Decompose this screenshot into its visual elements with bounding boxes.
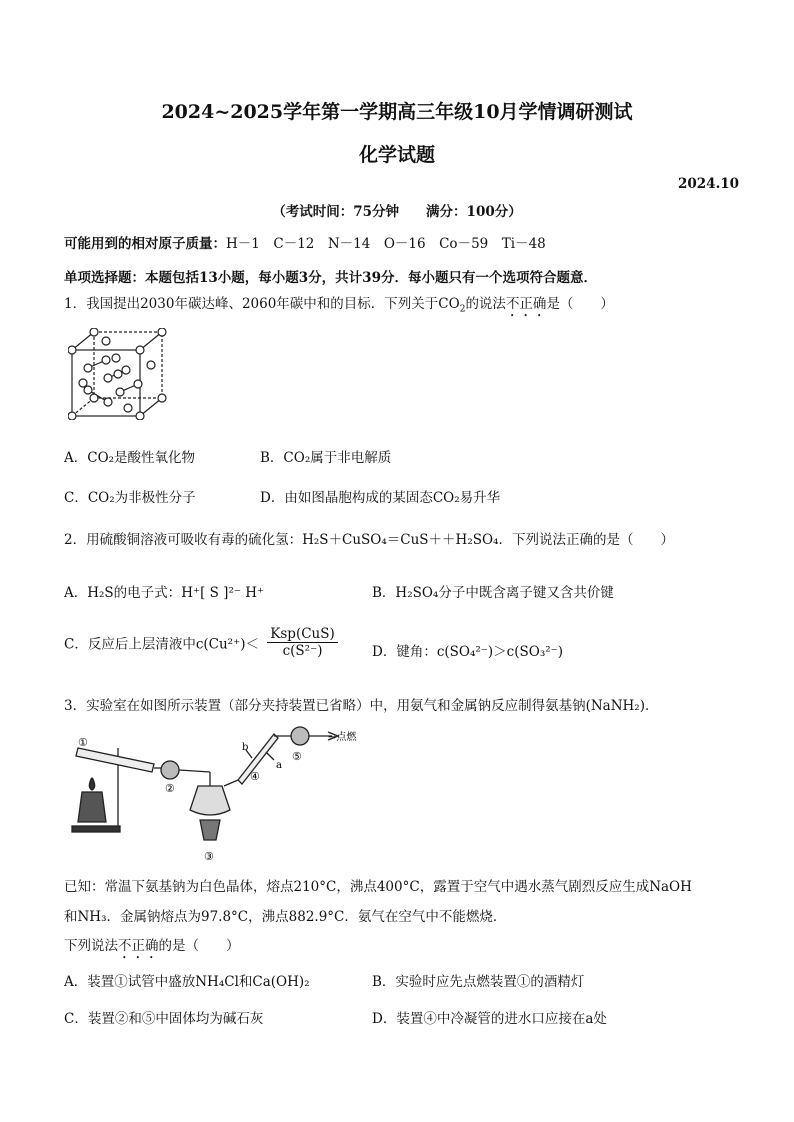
subject-title: 化学试题 [358, 144, 435, 166]
apparatus-figure [70, 722, 370, 864]
q3-option-a[interactable]: A．装置①试管中盛放NH₄Cl和Ca(OH)₂ [64, 974, 310, 990]
fig-label-a: a [276, 760, 282, 771]
q2-option-c[interactable] [64, 626, 338, 659]
q1-stem-text-b: 的说法 [465, 296, 506, 312]
q3-ask-text-b: 的是（ ） [158, 938, 240, 954]
fig-label-1: ① [78, 736, 88, 749]
q2-c-text: C．反应后上层清液中c(Cu²⁺)＜ [64, 636, 259, 653]
exam-info: （考试时间：75分钟 满分：100分） [272, 204, 522, 220]
q3-option-d[interactable]: D．装置④中冷凝管的进水口应接在a处 [372, 1011, 607, 1027]
fig-label-ignite: →点燃 [328, 732, 357, 743]
q1-option-b[interactable]: B．CO₂属于非电解质 [260, 450, 392, 466]
ksp-fraction [267, 626, 337, 659]
q3-known-1: 已知：常温下氨基钠为白色晶体，熔点210°C，沸点400°C，露置于空气中遇水蒸气剧烈反应生成NaOH [64, 879, 692, 895]
exam-date: 2024.10 [678, 176, 740, 192]
atomic-mass-values: H－1 C－12 N－14 O－16 Co－59 Ti－48 [226, 236, 546, 252]
q1-stem-sub: 2 [459, 304, 466, 315]
q2-stem: 2．用硫酸铜溶液可吸收有毒的硫化氢：H₂S＋CuSO₄＝CuS＋＋H₂SO₄．下列说法正确的是（ ） [64, 532, 674, 548]
q1-stem [64, 292, 614, 320]
atomic-mass-label: 可能用到的相对原子质量： [64, 236, 226, 252]
q1-option-d[interactable]: D．由如图晶胞构成的某固态CO₂易升华 [260, 490, 501, 506]
q2-option-a[interactable] [64, 581, 264, 601]
q1-stem-text: 1．我国提出2030年碳达峰、2060年碳中和的目标．下列关于CO [64, 296, 460, 312]
h2s-electron-formula: H⁺[ S ]²⁻ H⁺ [181, 585, 265, 601]
atomic-mass-line [64, 232, 546, 252]
co2-unit-cell-figure [68, 328, 168, 420]
fig-label-3: ③ [204, 850, 214, 863]
q1-option-a[interactable]: A．CO₂是酸性氧化物 [64, 450, 196, 466]
q3-option-b[interactable]: B．实验时应先点燃装置①的酒精灯 [372, 974, 585, 990]
q1-option-c[interactable]: C．CO₂为非极性分子 [64, 490, 196, 506]
q2-option-b[interactable]: B．H₂SO₄分子中既含离子键又含共价键 [372, 585, 614, 601]
ksp-denominator: c(S²⁻) [282, 643, 323, 659]
q3-ask [64, 934, 240, 962]
q2-option-d[interactable]: D．键角：c(SO₄²⁻)＞c(SO₃²⁻) [372, 644, 564, 660]
ksp-numerator: Ksp(CuS) [267, 626, 337, 643]
q1-emphasis: 不正确 [505, 296, 547, 312]
q3-known-2: 和NH₃．金属钠熔点为97.8°C，沸点882.9°C．氨气在空气中不能燃烧． [64, 909, 507, 925]
q3-stem: 3．实验室在如图所示装置（部分夹持装置已省略）中，用氨气和金属钠反应制得氨基钠(NaNH₂)． [64, 698, 659, 714]
q3-option-c[interactable]: C．装置②和⑤中固体均为碱石灰 [64, 1011, 264, 1027]
fig-label-b: b [242, 742, 249, 753]
fig-label-5: ⑤ [292, 750, 302, 763]
q3-ask-text: 下列说法 [64, 938, 118, 954]
q3-emphasis: 不正确 [118, 938, 159, 954]
section-heading: 单项选择题：本题包括13小题，每小题3分，共计39分．每小题只有一个选项符合题意． [64, 270, 597, 286]
exam-title: 2024~2025学年第一学期高三年级10月学情调研测试 [161, 101, 633, 123]
fig-label-2: ② [165, 782, 175, 795]
q2-a-label: A．H₂S的电子式： [64, 585, 182, 601]
fig-label-4: ④ [250, 770, 260, 783]
q1-stem-text-c: 是（ ） [546, 296, 614, 312]
